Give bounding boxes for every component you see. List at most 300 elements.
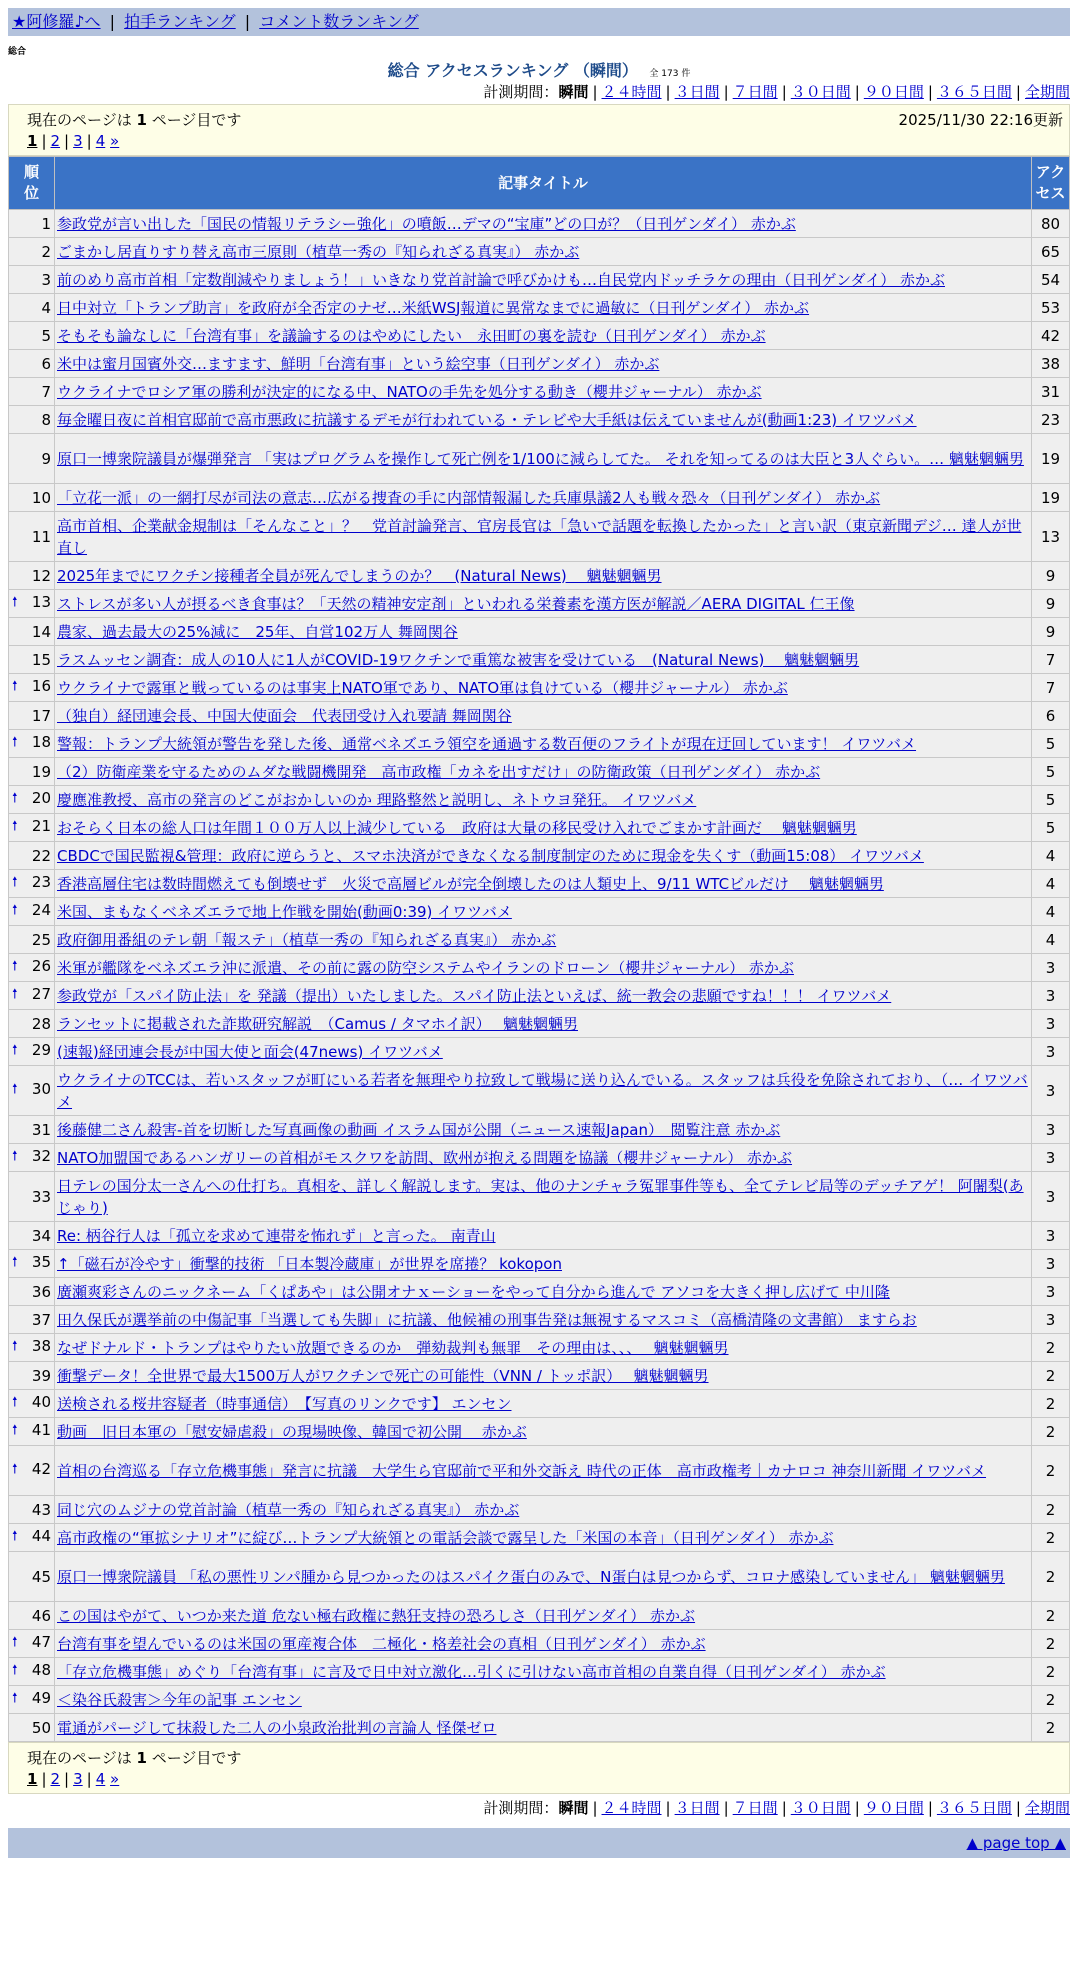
access-count: 9 [1032,562,1070,590]
title-cell [55,982,1032,1010]
access-count: 4 [1032,842,1070,870]
article-link[interactable]: CBDCで国民監視&管理：政府に逆らうと、スマホ決済ができなくなる制度制定のために現金を失くす（動画15:08） イワツバメ [57,846,924,865]
access-count: 3 [1032,1116,1070,1144]
table-row [9,238,1070,266]
article-link[interactable]: 動画 旧日本軍の「慰安婦虐殺」の現場映像、韓国で初公開 赤かぶ [57,1422,527,1441]
rank-cell [9,1552,55,1602]
article-link[interactable]: 米軍が艦隊をベネズエラ沖に派遣、その前に露の防空システムやイランのドローン（櫻井ジャーナル） 赤かぶ [57,958,794,977]
period-option[interactable]: ３６５日間 [936,83,1012,101]
table-row [9,954,1070,982]
rank-cell [9,1010,55,1038]
period-separator: | [781,83,787,101]
page-separator: | [86,1770,92,1788]
ranking-title-row [8,58,1070,80]
rank-number: 21 [31,816,51,835]
access-count: 6 [1032,702,1070,730]
access-count: 2 [1032,1714,1070,1742]
article-link[interactable]: 送検される桜井容疑者（時事通信） 【写真のリンクです】 エンセン [57,1394,512,1413]
article-link[interactable]: 「存立危機事態」めぐり「台湾有事」に言及で日中対立激化…引くに引けない高市首相の自業自得（日刊ゲンダイ） 赤かぶ [57,1662,886,1681]
title-cell [55,674,1032,702]
ranking-table [8,156,1070,1742]
rank-cell [9,1658,55,1686]
table-row [9,618,1070,646]
article-link[interactable]: 警報：トランプ大統領が警告を発した後、通常ベネズエラ領空を通過する数百便のフライトが現在迂回しています！ イワツバメ [57,734,917,753]
rank-number: 16 [31,676,51,695]
rank-number: 4 [41,298,51,317]
rank-number: 23 [31,872,51,891]
current-page-number: 1 [136,111,147,129]
rank-cell [9,1116,55,1144]
table-row [9,842,1070,870]
rank-number: 9 [41,449,51,468]
pager-bottom [8,1742,1070,1794]
rank-number: 37 [31,1310,51,1329]
current-page-suffix: ページ目です [146,1749,242,1767]
access-count: 2 [1032,1446,1070,1496]
title-cell [55,1524,1032,1552]
rank-cell [9,434,55,484]
title-cell [55,484,1032,512]
rank-cell [9,1686,55,1714]
title-cell [55,1306,1032,1334]
period-selector-top [8,80,1070,104]
article-link[interactable]: （独自）経団連会長、中国大使面会 代表団受け入れ要請 舞岡関谷 [57,706,512,725]
table-row [9,1010,1070,1038]
article-link[interactable]: 廣瀬爽彩さんのニックネーム「くぱあや」は公開オナｘーショーをやって自分から進んで アソコを大きく押し広げて 中川隆 [57,1282,890,1301]
period-option[interactable]: ２４時間 [601,1799,662,1817]
table-row [9,1306,1070,1334]
table-row [9,1714,1070,1742]
article-link[interactable]: (速報)経団連会長が中国大使と面会(47news) イワツバメ [57,1042,443,1061]
rank-cell [9,406,55,434]
rank-cell [9,926,55,954]
period-label: 計測期間： [483,1799,559,1817]
access-count: 3 [1032,1222,1070,1250]
article-link[interactable]: ランセットに掲載された詐欺研究解説 （Camus / タマホイ訳） 魑魅魍魎男 [57,1014,578,1033]
rank-number: 22 [31,846,51,865]
title-cell [55,322,1032,350]
period-separator: | [723,83,729,101]
title-cell [55,590,1032,618]
clap-ranking-link[interactable]: 拍手ランキング [124,12,236,31]
article-link[interactable]: 政府御用番組のテレ朝「報ステ」（植草一秀の『知られざる真実』） 赤かぶ [57,930,557,949]
section-label: 総合 [8,47,27,57]
access-count: 31 [1032,378,1070,406]
table-row [9,350,1070,378]
rank-cell [9,1278,55,1306]
article-link[interactable]: ウクライナのTCCは、若いスタッフが町にいる若者を無理やり拉致して戦場に送り込んでいる。スタッフは兵役を免除されており、（… イワツバメ [57,1070,1028,1111]
article-link[interactable]: 前のめり高市首相「定数削減やりましょう！」いきなり党首討論で呼びかけも…自民党内ドッチラケの理由（日刊ゲンダイ） 赤かぶ [57,270,945,289]
period-option[interactable]: ３日間 [674,1799,720,1817]
rank-up-icon: 🠕 [12,1042,18,1058]
title-cell [55,1496,1032,1524]
title-cell [55,1144,1032,1172]
title-cell [55,238,1032,266]
title-cell [55,1038,1032,1066]
period-separator: | [592,83,598,101]
article-link[interactable]: 日中対立「トランプ助言」を政府が全否定のナゼ…米紙WSJ報道に異常なまでに過敏に（日刊ゲンダイ） 赤かぶ [57,298,810,317]
article-link[interactable]: NATO加盟国であるハンガリーの首相がモスクワを訪問、欧州が抱える問題を協議（櫻井ジャーナル） 赤かぶ [57,1148,793,1167]
nav-separator: | [109,12,116,31]
access-count: 5 [1032,758,1070,786]
rank-cell [9,842,55,870]
title-cell [55,1602,1032,1630]
table-row [9,512,1070,562]
period-separator: | [854,1799,860,1817]
rank-number: 20 [31,788,51,807]
rank-number: 11 [31,527,51,546]
article-link[interactable]: ストレスが多い人が摂るべき食事は？「天然の精神安定剤」といわれる栄養素を漢方医が解説／AERA DIGITAL 仁王像 [57,594,855,613]
rank-number: 7 [41,382,51,401]
rank-up-icon: 🠕 [12,1634,18,1650]
article-link[interactable]: 米国、まもなくベネズエラで地上作戦を開始(動画0:39) イワツバメ [57,902,512,921]
article-link[interactable]: なぜドナルド・トランプはやりたい放題できるのか 弾劾裁判も無罪 その理由は、、、 魑魅魍魎男 [57,1338,729,1357]
header-access: アクセス [1032,157,1070,210]
access-count: 3 [1032,982,1070,1010]
rank-cell [9,1630,55,1658]
page-separator: | [41,1770,47,1788]
title-cell [55,434,1032,484]
article-link[interactable]: 香港高層住宅は数時間燃えても倒壊せず 火災で高層ビルが完全倒壊したのは人類史上、9/11 WTCビルだけ 魑魅魍魎男 [57,874,884,893]
period-option[interactable]: ３０日間 [790,1799,851,1817]
current-page-prefix: 現在のページは [27,1749,137,1767]
rank-up-icon: 🠕 [12,818,18,834]
rank-cell [9,238,55,266]
article-link[interactable]: 同じ穴のムジナの党首討論（植草一秀の『知られざる真実』） 赤かぶ [57,1500,520,1519]
rank-number: 18 [31,732,51,751]
page-current: 1 [27,132,38,150]
title-cell [55,1066,1032,1116]
ranking-title: 総合 アクセスランキング （瞬間） [387,61,638,80]
page-current: 1 [27,1770,38,1788]
article-link[interactable]: そもそも論なしに「台湾有事」を議論するのはやめにしたい 永田町の裏を読む（日刊ゲンダイ） 赤かぶ [57,326,766,345]
rank-up-icon: 🠕 [12,678,18,694]
pager-top [8,104,1070,156]
rank-cell [9,758,55,786]
period-current: 瞬間 [558,83,589,101]
article-link[interactable]: 後藤健二さん殺害-首を切断した写真画像の動画 イスラム国が公開（ニュース速報Japan） 閲覧注意 赤かぶ [57,1120,781,1139]
title-cell [55,1686,1032,1714]
rank-up-icon: 🠕 [12,986,18,1002]
period-option[interactable]: ７日間 [732,83,778,101]
page-top-link[interactable]: ▲ page top ▲ [966,1834,1066,1852]
article-link[interactable]: 日テレの国分太一さんへの仕打ち。真相を、詳しく解説します。実は、他のナンチャラ冤罪事件等も、全てテレビ局等のデッチアゲ！ 阿闍梨(あじゃり) [57,1176,1024,1217]
access-count: 53 [1032,294,1070,322]
table-row [9,758,1070,786]
table-row [9,294,1070,322]
rank-number: 38 [31,1336,51,1355]
period-option[interactable]: ９０日間 [863,83,924,101]
rank-cell [9,814,55,842]
article-link[interactable]: 原口一博衆院議員 「私の悪性リンパ腫から見つかったのはスパイク蛋白のみで、N蛋白は見つからず、コロナ感染していません」 魑魅魍魎男 [57,1567,1005,1586]
rank-number: 6 [41,354,51,373]
period-separator: | [854,83,860,101]
rank-cell [9,898,55,926]
rank-up-icon: 🠕 [12,874,18,890]
bottom-bar [8,1828,1070,1858]
rank-number: 45 [31,1567,51,1586]
rank-cell [9,266,55,294]
title-cell [55,870,1032,898]
table-row [9,1222,1070,1250]
rank-cell [9,982,55,1010]
rank-number: 32 [31,1146,51,1165]
page-separator: | [86,132,92,150]
rank-number: 8 [41,410,51,429]
title-cell [55,406,1032,434]
period-separator: | [1015,1799,1021,1817]
header-title: 記事タイトル [55,157,1032,210]
table-row [9,484,1070,512]
title-cell [55,1172,1032,1222]
article-link[interactable]: 首相の台湾巡る「存立危機事態」発言に抗議 大学生ら官邸前で平和外交訴え 時代の正体 高市政権考｜カナロコ 神奈川新聞 イワツバメ [57,1461,987,1480]
rank-cell [9,350,55,378]
article-link[interactable]: （2）防衛産業を守るためのムダな戦闘機開発 高市政権「カネを出すだけ」の防衛政策（日刊ゲンダイ） 赤かぶ [57,762,821,781]
article-link[interactable]: ラスムッセン調査：成人の10人に1人がCOVID-19ワクチンで重篤な被害を受けている (Natural News) 魑魅魍魎男 [57,650,860,669]
page-links [27,1770,1059,1788]
page-link[interactable]: 2 [50,1770,61,1788]
article-link[interactable]: 高市首相、企業献金規制は「そんなこと」？ 党首討論発言、官房長官は「急いで話題を転換したかった」と言い訳（東京新聞デジ… 達人が世直し [57,516,1022,557]
rank-up-icon: 🠕 [12,1338,18,1354]
page-link[interactable]: 3 [73,1770,83,1788]
current-page-suffix: ページ目です [146,111,242,129]
rank-cell [9,294,55,322]
table-row [9,1172,1070,1222]
table-row [9,702,1070,730]
table-row [9,646,1070,674]
rank-cell [9,702,55,730]
table-row [9,562,1070,590]
rank-number: 30 [31,1079,51,1098]
rank-cell [9,1222,55,1250]
page-link[interactable]: 4 [95,132,106,150]
page-link[interactable]: 2 [50,132,61,150]
title-cell [55,350,1032,378]
rank-cell [9,1602,55,1630]
table-row [9,1446,1070,1496]
rank-up-icon: 🠕 [12,902,18,918]
access-count: 2 [1032,1390,1070,1418]
period-current: 瞬間 [558,1799,589,1817]
rank-number: 3 [41,270,51,289]
article-link[interactable]: 台湾有事を望んでいるのは米国の軍産複合体 二極化・格差社会の真相（日刊ゲンダイ） 赤かぶ [57,1634,706,1653]
table-row [9,926,1070,954]
title-cell [55,1010,1032,1038]
article-link[interactable]: ごまかし居直りすり替え高市三原則（植草一秀の『知られざる真実』） 赤かぶ [57,242,580,261]
period-label: 計測期間： [483,83,559,101]
period-option[interactable]: ２４時間 [601,83,662,101]
rank-number: 36 [31,1282,51,1301]
article-link[interactable]: この国はやがて、いつか来た道 危ない極右政権に熱狂支持の恐ろしさ（日刊ゲンダイ） 赤かぶ [57,1606,696,1625]
page-links [27,132,1059,150]
rank-number: 19 [31,762,51,781]
page [8,8,1070,1858]
rank-number: 24 [31,900,51,919]
rank-cell [9,512,55,562]
rank-number: 47 [31,1632,51,1651]
title-cell [55,786,1032,814]
access-count: 80 [1032,210,1070,238]
article-link[interactable]: ↑「磁石が冷やす」衝撃的技術 「日本製冷蔵庫」が世界を席捲？ kokopon [57,1254,562,1273]
access-count: 3 [1032,1278,1070,1306]
rank-number: 13 [31,592,51,611]
rank-cell [9,1038,55,1066]
table-row [9,1602,1070,1630]
period-option[interactable]: 全期間 [1024,83,1070,101]
rank-cell [9,210,55,238]
page-link[interactable]: 3 [73,132,83,150]
title-cell [55,646,1032,674]
period-option[interactable]: ７日間 [732,1799,778,1817]
access-count: 3 [1032,1306,1070,1334]
access-count: 4 [1032,926,1070,954]
rank-cell [9,1714,55,1742]
article-link[interactable]: おそらく日本の総人口は年間１００万人以上減少している 政府は大量の移民受け入れでごまかす計画だ 魑魅魍魎男 [57,818,857,837]
rank-cell [9,730,55,758]
access-count: 3 [1032,1010,1070,1038]
title-cell [55,1446,1032,1496]
rank-cell [9,1362,55,1390]
access-count: 7 [1032,674,1070,702]
table-row [9,730,1070,758]
table-row [9,786,1070,814]
article-link[interactable]: 参政党が言い出した「国民の情報リテラシー強化」の噴飯…デマの“宝庫”どの口が？（日刊ゲンダイ） 赤かぶ [57,214,796,233]
table-row [9,1116,1070,1144]
title-cell [55,1552,1032,1602]
title-cell [55,758,1032,786]
nav-separator: | [244,12,251,31]
article-link[interactable]: 農家、過去最大の25%減に 25年、自営102万人 舞岡関谷 [57,622,458,641]
table-row [9,898,1070,926]
rank-number: 28 [31,1014,51,1033]
rank-number: 14 [31,622,51,641]
period-option[interactable]: ３０日間 [790,83,851,101]
article-link[interactable]: 原口一博衆院議員が爆弾発言 「実はプログラムを操作して死亡例を1/100に減らしてた。 それを知ってるのは大臣と3人ぐらい。… 魑魅魍魎男 [57,449,1024,468]
table-row [9,1066,1070,1116]
access-count: 2 [1032,1552,1070,1602]
title-cell [55,702,1032,730]
rank-cell [9,1066,55,1116]
table-row [9,1144,1070,1172]
rank-number: 10 [31,488,51,507]
rank-number: 50 [31,1718,51,1737]
rank-number: 33 [31,1187,51,1206]
rank-cell [9,562,55,590]
access-count: 4 [1032,898,1070,926]
article-link[interactable]: 慶應准教授、高市の発言のどこがおかしいのか 理路整然と説明し、ネトウヨ発狂。 イワツバメ [57,790,697,809]
rank-up-icon: 🠕 [12,1148,18,1164]
access-count: 2 [1032,1362,1070,1390]
rank-number: 26 [31,956,51,975]
article-link[interactable]: 米中は蜜月国賓外交…ますます、鮮明「台湾有事」という絵空事（日刊ゲンダイ） 赤かぶ [57,354,660,373]
access-count: 23 [1032,406,1070,434]
page-next-link[interactable]: » [110,132,120,150]
article-link[interactable]: 電通がパージして抹殺した二人の小泉政治批判の言論人 怪傑ゼロ [57,1718,497,1737]
period-option[interactable]: ９０日間 [863,1799,924,1817]
period-option[interactable]: ３６５日間 [936,1799,1012,1817]
article-link[interactable]: ウクライナで露軍と戦っているのは事実上NATO軍であり、NATO軍は負けている（櫻井ジャーナル） 赤かぶ [57,678,788,697]
article-link[interactable]: 高市政権の“軍拡シナリオ”に綻び…トランプ大統領との電話会談で露呈した「米国の本音」（日刊ゲンダイ） 赤かぶ [57,1528,834,1547]
period-separator: | [665,1799,671,1817]
table-row [9,870,1070,898]
access-count: 2 [1032,1630,1070,1658]
rank-cell [9,870,55,898]
home-link[interactable]: ★阿修羅♪へ [12,12,101,31]
period-separator: | [665,83,671,101]
table-row [9,406,1070,434]
period-separator: | [723,1799,729,1817]
table-row [9,1552,1070,1602]
rank-cell [9,1524,55,1552]
access-count: 3 [1032,954,1070,982]
access-count: 3 [1032,1144,1070,1172]
access-count: 38 [1032,350,1070,378]
rank-up-icon: 🠕 [12,1528,18,1544]
rank-cell [9,1250,55,1278]
page-next-link[interactable]: » [110,1770,120,1788]
article-link[interactable]: Re: 柄谷行人は「孤立を求めて連帯を怖れず」と言った。 南青山 [57,1226,496,1245]
access-count: 19 [1032,484,1070,512]
article-link[interactable]: 2025年までにワクチン接種者全員が死んでしまうのか？ (Natural News) 魑魅魍魎男 [57,566,662,585]
title-cell [55,1334,1032,1362]
rank-number: 44 [31,1526,51,1545]
comment-ranking-link[interactable]: コメント数ランキング [259,12,419,31]
period-separator: | [1015,83,1021,101]
access-count: 9 [1032,618,1070,646]
article-link[interactable]: 毎金曜日夜に首相官邸前で高市悪政に抗議するデモが行われている・テレビや大手紙は伝えていませんが(動画1:23) イワツバメ [57,410,917,429]
article-link[interactable]: ウクライナでロシア軍の勝利が決定的になる中、NATOの手先を処分する動き（櫻井ジャーナル） 赤かぶ [57,382,762,401]
table-row [9,1278,1070,1306]
table-row [9,1390,1070,1418]
rank-up-icon: 🠕 [12,1254,18,1270]
page-separator: | [41,132,47,150]
page-link[interactable]: 4 [95,1770,106,1788]
rank-cell [9,1418,55,1446]
rank-up-icon: 🠕 [12,1690,18,1706]
title-cell [55,1250,1032,1278]
title-cell [55,1390,1032,1418]
article-link[interactable]: 「立花一派」の一網打尽が司法の意志…広がる捜査の手に内部情報漏した兵庫県議2人も戦々恐々（日刊ゲンダイ） 赤かぶ [57,488,881,507]
title-cell [55,898,1032,926]
article-link[interactable]: 田久保氏が選挙前の中傷記事「当選しても失脚」に抗議、他候補の刑事告発は無視するマスコミ（高橋清隆の文書館） ますらお [57,1310,917,1329]
period-option[interactable]: ３日間 [674,83,720,101]
rank-number: 25 [31,930,51,949]
table-row [9,674,1070,702]
access-count: 5 [1032,814,1070,842]
period-option[interactable]: 全期間 [1024,1799,1070,1817]
article-link[interactable]: 参政党が「スパイ防止法」を 発議（提出）いたしました。スパイ防止法といえば、統一教会の悲願ですね！！！ イワツバメ [57,986,892,1005]
rank-cell [9,378,55,406]
rank-number: 42 [31,1459,51,1478]
rank-cell [9,1390,55,1418]
article-link[interactable]: ＜染谷氏殺害＞今年の記事 エンセン [57,1690,302,1709]
access-count: 42 [1032,322,1070,350]
rank-up-icon: 🠕 [12,958,18,974]
rank-number: 29 [31,1040,51,1059]
total-count: 全 173 件 [649,69,691,79]
access-count: 2 [1032,1602,1070,1630]
table-row [9,590,1070,618]
article-link[interactable]: 衝撃データ！全世界で最大1500万人がワクチンで死亡の可能性（VNN / トッポ訳） 魑魅魍魎男 [57,1366,709,1385]
rank-number: 12 [31,566,51,585]
title-cell [55,1418,1032,1446]
rank-number: 31 [31,1120,51,1139]
rank-up-icon: 🠕 [12,790,18,806]
rank-cell [9,674,55,702]
title-cell [55,814,1032,842]
title-cell [55,618,1032,646]
rank-up-icon: 🠕 [12,1081,18,1097]
